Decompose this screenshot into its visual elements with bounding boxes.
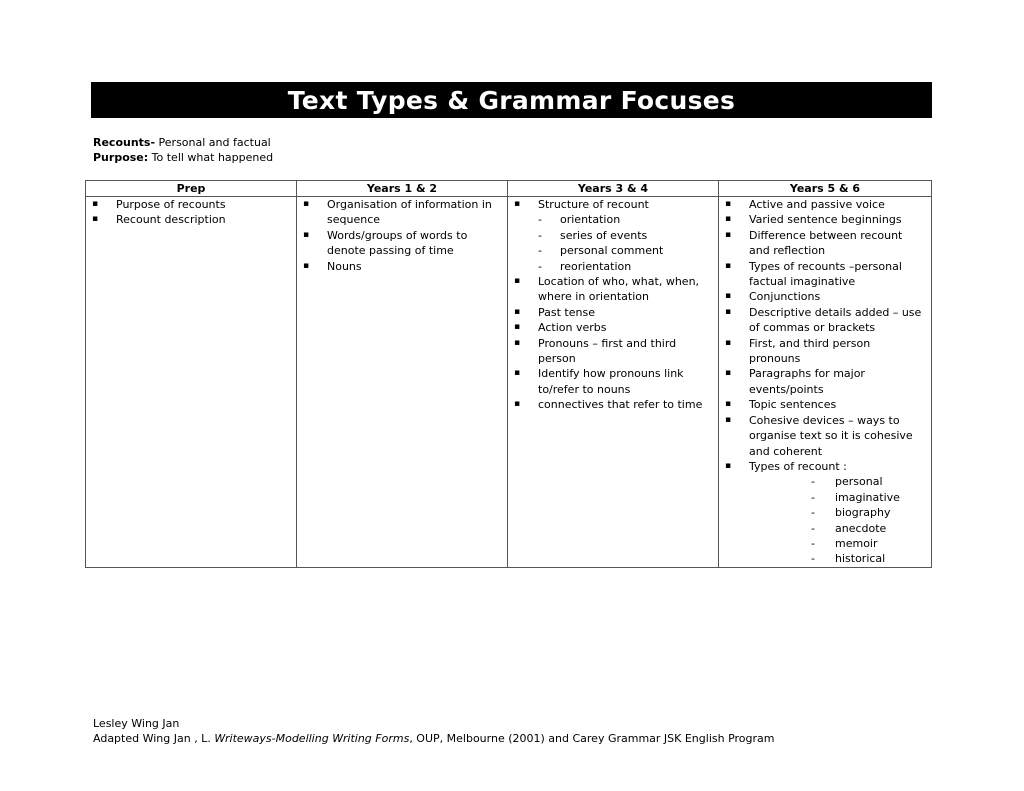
list-item: ▪ Difference between recount and reflection <box>719 228 931 259</box>
list-item: ▪ First, and third person pronouns <box>719 336 931 367</box>
list-item: ▪ Recount description <box>86 212 296 227</box>
sub-list-item: - anecdote <box>719 521 931 536</box>
list-item: ▪ Purpose of recounts <box>86 197 296 212</box>
footer-citation <box>93 731 775 746</box>
header-years-5-6: Years 5 & 6 <box>719 181 932 197</box>
footer-author: Lesley Wing Jan <box>93 717 180 730</box>
list-item: ▪ Location of who, what, when, where in orientation <box>508 274 718 305</box>
table-body-row <box>86 197 932 568</box>
list-item: ▪ connectives that refer to time <box>508 397 718 412</box>
list-item: ▪ Paragraphs for major events/points <box>719 366 931 397</box>
recounts-value: Personal and factual <box>158 136 271 149</box>
recounts-line <box>93 135 273 150</box>
header-prep: Prep <box>86 181 297 197</box>
purpose-value: To tell what happened <box>151 151 274 164</box>
cell-years-1-2 <box>297 197 508 568</box>
list-item: ▪ Descriptive details added – use of commas or brackets <box>719 305 931 336</box>
list-item: ▪ Action verbs <box>508 320 718 335</box>
header-years-1-2: Years 1 & 2 <box>297 181 508 197</box>
recounts-label: Recounts- <box>93 136 156 149</box>
footer <box>93 716 775 746</box>
grammar-table <box>85 180 932 568</box>
list-item: ▪ Types of recounts –personal factual imaginative <box>719 259 931 290</box>
cell-prep <box>86 197 297 568</box>
sub-list-item: - historical <box>719 551 931 566</box>
list-item <box>508 197 718 274</box>
purpose-line <box>93 150 273 165</box>
list-item: ▪ Past tense <box>508 305 718 320</box>
sub-list-item: - biography <box>719 505 931 520</box>
list-item: ▪ Topic sentences <box>719 397 931 412</box>
list-item: ▪ Organisation of information in sequence <box>297 197 507 228</box>
header-years-3-4: Years 3 & 4 <box>508 181 719 197</box>
sub-list-item: - reorientation <box>538 259 712 274</box>
list-item: ▪ Varied sentence beginnings <box>719 212 931 227</box>
types-label: Types of recount : <box>749 459 847 473</box>
sub-list-item: - orientation <box>538 212 712 227</box>
page-title: Text Types & Grammar Focuses <box>287 85 736 115</box>
list-item: ▪ Pronouns – first and third person <box>508 336 718 367</box>
citation-prefix: Adapted Wing Jan , L. <box>93 732 211 745</box>
title-bar <box>91 82 932 118</box>
list-item: ▪ Identify how pronouns link to/refer to nouns <box>508 366 718 397</box>
list-item <box>719 459 931 474</box>
sub-list-item: - personal <box>719 474 931 489</box>
cell-years-5-6 <box>719 197 932 568</box>
sub-list-item: - memoir <box>719 536 931 551</box>
sub-list-item: - series of events <box>538 228 712 243</box>
intro <box>93 135 273 165</box>
list-item: ▪ Conjunctions <box>719 289 931 304</box>
table-header-row <box>86 181 932 197</box>
cell-years-3-4 <box>508 197 719 568</box>
list-item: ▪ Cohesive devices – ways to organise text so it is cohesive and coherent <box>719 413 931 459</box>
purpose-label: Purpose: <box>93 151 149 164</box>
list-item: ▪ Nouns <box>297 259 507 274</box>
structure-label: Structure of recount <box>538 198 649 211</box>
citation-suffix: , OUP, Melbourne (2001) and Carey Grammar JSK English Program <box>409 732 775 745</box>
sub-list-item: - personal comment <box>538 243 712 258</box>
citation-book-title: Writeways-Modelling Writing Forms <box>214 732 410 745</box>
list-item: ▪ Words/groups of words to denote passing of time <box>297 228 507 259</box>
list-item: ▪ Active and passive voice <box>719 197 931 212</box>
sub-list-item: - imaginative <box>719 490 931 505</box>
